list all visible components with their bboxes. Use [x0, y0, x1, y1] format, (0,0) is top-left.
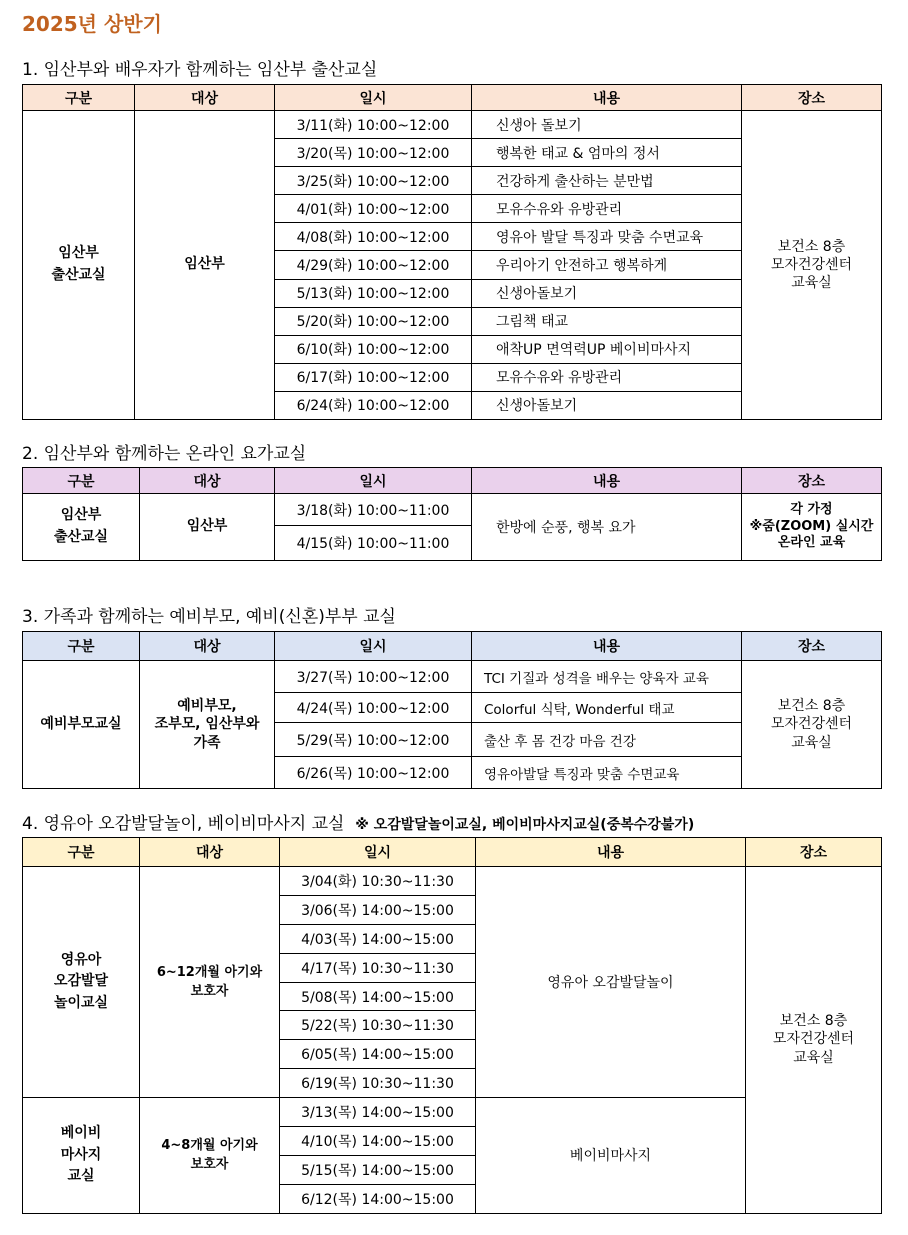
date-cell: 4/24(목) 10:00~12:00: [275, 693, 472, 723]
section-4-title: 4. 영유아 오감발달놀이, 베이비마사지 교실 ※ 오감발달놀이교실, 베이비마사지교실(중복수강불가): [22, 814, 695, 834]
place-cell: 보건소 8층 모자건강센터 교육실: [742, 661, 882, 789]
table-row: [23, 111, 882, 139]
content-cell: Colorful 식탁, Wonderful 태교: [472, 693, 742, 723]
content-cell: 애착UP 면역력UP 베이비마사지: [472, 335, 742, 363]
target-cell: 6~12개월 아기와 보호자: [140, 867, 280, 1098]
header-target: 대상: [140, 632, 275, 661]
date-cell: 3/25(화) 10:00~12:00: [275, 167, 472, 195]
section-2-table: [22, 467, 882, 561]
header-datetime: 일시: [275, 468, 472, 494]
date-cell: 6/10(화) 10:00~12:00: [275, 335, 472, 363]
header-datetime: 일시: [275, 632, 472, 661]
category-cell: 베이비 마사지 교실: [23, 1098, 140, 1214]
place-cell: 각 가정 ※줌(ZOOM) 실시간 온라인 교육: [742, 494, 882, 561]
content-cell: 베이비마사지: [476, 1098, 746, 1214]
date-cell: 4/15(화) 10:00~11:00: [275, 526, 472, 561]
section-1-title: 1. 임산부와 배우자가 함께하는 임산부 출산교실: [22, 60, 378, 80]
content-cell: 모유수유와 유방관리: [472, 195, 742, 223]
content-cell: 신생아돌보기: [472, 391, 742, 419]
header-datetime: 일시: [275, 85, 472, 111]
date-cell: 4/03(목) 14:00~15:00: [280, 924, 476, 953]
date-cell: 6/05(목) 14:00~15:00: [280, 1040, 476, 1069]
content-cell: 출산 후 몸 건강 마음 건강: [472, 723, 742, 757]
category-cell: 예비부모교실: [23, 661, 140, 789]
header-content: 내용: [472, 632, 742, 661]
place-cell: 보건소 8층 모자건강센터 교육실: [746, 867, 882, 1214]
header-target: 대상: [140, 838, 280, 867]
content-cell: 영유아 오감발달놀이: [476, 867, 746, 1098]
header-content: 내용: [472, 85, 742, 111]
section-3-table: [22, 631, 882, 789]
header-datetime: 일시: [280, 838, 476, 867]
content-cell: 신생아 돌보기: [472, 111, 742, 139]
section-4-note: ※ 오감발달놀이교실, 베이비마사지교실(중복수강불가): [355, 817, 695, 833]
section-2-title: 2. 임산부와 함께하는 온라인 요가교실: [22, 444, 307, 464]
date-cell: 6/24(화) 10:00~12:00: [275, 391, 472, 419]
target-cell: 임산부: [135, 111, 275, 420]
date-cell: 5/08(목) 14:00~15:00: [280, 982, 476, 1011]
header-place: 장소: [746, 838, 882, 867]
content-cell: 모유수유와 유방관리: [472, 363, 742, 391]
page-title: 2025년 상반기: [22, 12, 162, 36]
header-place: 장소: [742, 632, 882, 661]
header-category: 구분: [23, 468, 140, 494]
date-cell: 5/15(목) 14:00~15:00: [280, 1155, 476, 1184]
content-cell: 영유아 발달 특징과 맞춤 수면교육: [472, 223, 742, 251]
target-cell: 4~8개월 아기와 보호자: [140, 1098, 280, 1214]
category-cell: 임산부 출산교실: [23, 111, 135, 420]
content-cell: 그림책 태교: [472, 307, 742, 335]
section-3-title: 3. 가족과 함께하는 예비부모, 예비(신혼)부부 교실: [22, 607, 396, 627]
header-content: 내용: [472, 468, 742, 494]
header-place: 장소: [742, 468, 882, 494]
table-row: [23, 867, 882, 896]
date-cell: 4/10(목) 14:00~15:00: [280, 1127, 476, 1156]
date-cell: 3/11(화) 10:00~12:00: [275, 111, 472, 139]
table-row: [23, 661, 882, 693]
content-cell: 한방에 순풍, 행복 요가: [472, 494, 742, 561]
category-cell: 영유아 오감발달 놀이교실: [23, 867, 140, 1098]
header-place: 장소: [742, 85, 882, 111]
date-cell: 4/01(화) 10:00~12:00: [275, 195, 472, 223]
date-cell: 3/04(화) 10:30~11:30: [280, 867, 476, 896]
date-cell: 5/20(화) 10:00~12:00: [275, 307, 472, 335]
category-cell: 임산부 출산교실: [23, 494, 140, 561]
section-4-table: [22, 837, 882, 1214]
date-cell: 4/17(목) 10:30~11:30: [280, 953, 476, 982]
table-row: [23, 494, 882, 526]
header-target: 대상: [135, 85, 275, 111]
content-cell: TCI 기질과 성격을 배우는 양육자 교육: [472, 661, 742, 693]
target-cell: 예비부모, 조부모, 임산부와 가족: [140, 661, 275, 789]
date-cell: 6/26(목) 10:00~12:00: [275, 757, 472, 789]
date-cell: 3/27(목) 10:00~12:00: [275, 661, 472, 693]
header-content: 내용: [476, 838, 746, 867]
date-cell: 6/19(목) 10:30~11:30: [280, 1069, 476, 1098]
date-cell: 5/13(화) 10:00~12:00: [275, 279, 472, 307]
date-cell: 4/08(화) 10:00~12:00: [275, 223, 472, 251]
header-category: 구분: [23, 85, 135, 111]
date-cell: 3/18(화) 10:00~11:00: [275, 494, 472, 526]
section-1-table: [22, 84, 882, 420]
date-cell: 4/29(화) 10:00~12:00: [275, 251, 472, 279]
place-cell: 보건소 8층 모자건강센터 교육실: [742, 111, 882, 420]
header-target: 대상: [140, 468, 275, 494]
date-cell: 3/06(목) 14:00~15:00: [280, 895, 476, 924]
date-cell: 5/22(목) 10:30~11:30: [280, 1011, 476, 1040]
content-cell: 신생아돌보기: [472, 279, 742, 307]
header-category: 구분: [23, 632, 140, 661]
date-cell: 3/13(목) 14:00~15:00: [280, 1098, 476, 1127]
date-cell: 6/17(화) 10:00~12:00: [275, 363, 472, 391]
header-category: 구분: [23, 838, 140, 867]
date-cell: 3/20(목) 10:00~12:00: [275, 139, 472, 167]
target-cell: 임산부: [140, 494, 275, 561]
content-cell: 행복한 태교 & 엄마의 정서: [472, 139, 742, 167]
content-cell: 영유아발달 특징과 맞춤 수면교육: [472, 757, 742, 789]
content-cell: 건강하게 출산하는 분만법: [472, 167, 742, 195]
content-cell: 우리아기 안전하고 행복하게: [472, 251, 742, 279]
date-cell: 5/29(목) 10:00~12:00: [275, 723, 472, 757]
date-cell: 6/12(목) 14:00~15:00: [280, 1184, 476, 1213]
